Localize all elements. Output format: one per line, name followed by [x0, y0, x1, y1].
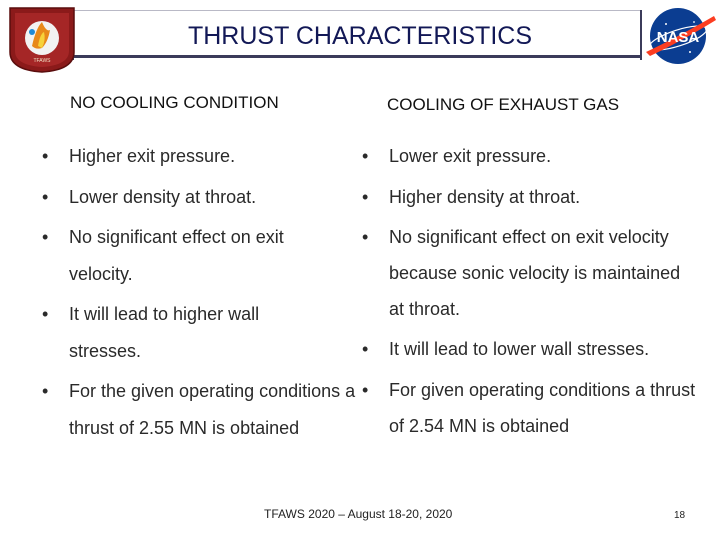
bullet-text: It will lead to lower wall stresses. — [389, 339, 650, 359]
tfaws-logo — [2, 2, 82, 74]
bullet-text: Lower density at throat. — [69, 186, 257, 207]
bullet-text: Higher density at throat. — [389, 186, 581, 207]
bullet-icon: • — [42, 186, 49, 207]
list-item — [42, 179, 352, 216]
bullet-icon: • — [362, 339, 369, 359]
list-item — [42, 138, 352, 175]
bullet-text: Lower exit pressure. — [389, 146, 552, 166]
bullet-icon: • — [362, 379, 369, 400]
list-item — [362, 138, 707, 175]
nasa-logo-text: NASA — [656, 29, 700, 46]
page-title: THRUST CHARACTERISTICS — [187, 22, 532, 50]
list-item — [362, 219, 689, 327]
left-column-heading: NO COOLING CONDITION — [70, 93, 279, 112]
list-item — [362, 179, 707, 216]
bullet-icon: • — [42, 146, 49, 166]
right-column-heading: COOLING OF EXHAUST GAS — [387, 95, 620, 114]
list-item — [362, 372, 699, 444]
list-item — [42, 296, 319, 369]
bullet-text: No significant effect on exit velocity. — [69, 227, 284, 284]
left-bullet-list — [42, 138, 356, 450]
bullet-text: Higher exit pressure. — [69, 146, 236, 166]
header-top-rule — [72, 10, 642, 11]
header-bottom-rule — [72, 55, 642, 58]
bullet-icon: • — [42, 304, 49, 324]
footer-text: TFAWS 2020 – August 18-20, 2020 — [264, 507, 453, 521]
nasa-logo — [636, 2, 720, 68]
list-item — [42, 373, 369, 446]
page-number: 18 — [674, 510, 686, 521]
bullet-text: For the given operating conditions a thrust of 2.55 MN is obtained — [69, 381, 356, 438]
bullet-icon: • — [362, 186, 369, 207]
bullet-text: For given operating conditions a thrust of 2.54 MN is obtained — [389, 379, 696, 436]
bullet-icon: • — [362, 146, 369, 166]
bullet-icon: • — [42, 227, 49, 247]
right-bullet-list — [362, 138, 707, 448]
list-item — [362, 331, 707, 368]
bullet-text: It will lead to higher wall stresses. — [69, 304, 260, 361]
list-item — [42, 219, 319, 292]
bullet-icon: • — [42, 381, 49, 401]
bullet-text: No significant effect on exit velocity because sonic velocity is maintained at throat. — [389, 227, 681, 319]
bullet-icon: • — [362, 227, 369, 247]
svg-text:TFAWS: TFAWS — [33, 58, 51, 64]
